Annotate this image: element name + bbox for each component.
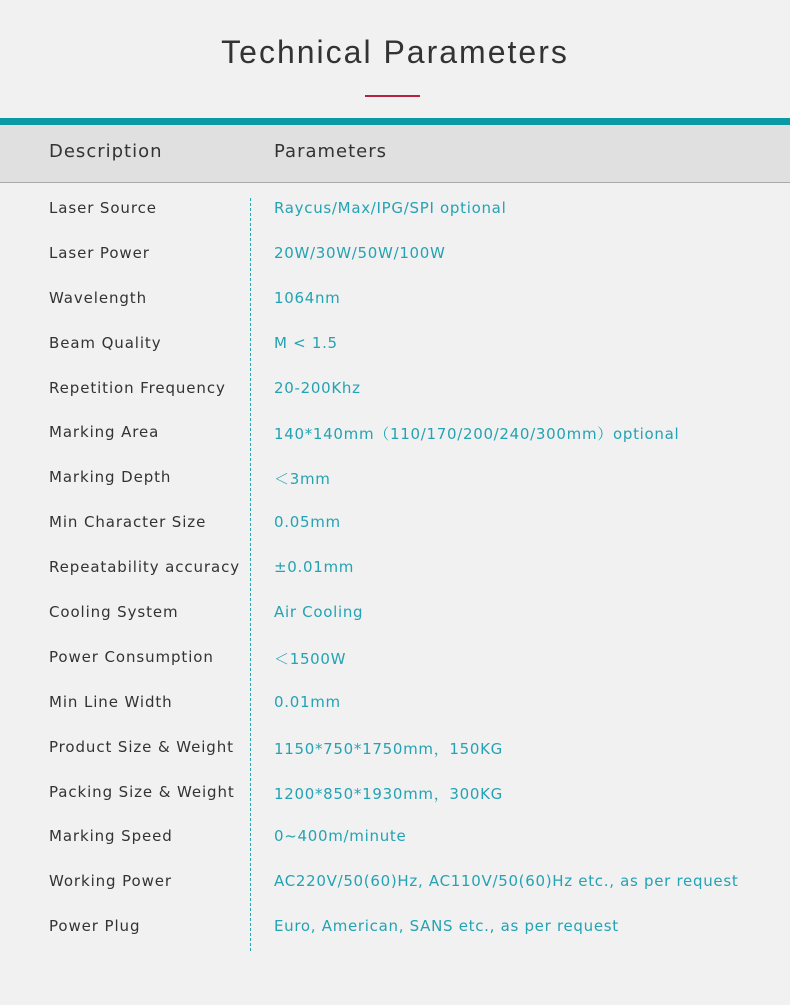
row-value: 1150*750*1750mm，150KG [274, 739, 503, 758]
row-label: Packing Size & Weight [49, 782, 235, 801]
table-row [0, 725, 790, 770]
table-row [0, 770, 790, 815]
row-value: 1064nm [274, 288, 341, 307]
row-label: Power Consumption [49, 647, 214, 666]
table-row [0, 231, 790, 276]
row-value: 1200*850*1930mm，300KG [274, 784, 503, 803]
row-value: ±0.01mm [274, 558, 355, 577]
row-value: Euro, American, SANS etc., as per request [274, 917, 619, 936]
table-body [0, 186, 790, 949]
table-row [0, 186, 790, 231]
table-row [0, 635, 790, 680]
table-row [0, 590, 790, 635]
row-value: 0.01mm [274, 692, 341, 711]
table-row [0, 366, 790, 411]
row-value: M < 1.5 [274, 333, 338, 352]
table-row [0, 859, 790, 904]
title-underline [365, 95, 420, 97]
table-row [0, 904, 790, 949]
table-row [0, 321, 790, 366]
row-label: Laser Power [49, 243, 150, 262]
row-label: Repetition Frequency [49, 378, 226, 397]
row-value: 140*140mm（110/170/200/240/300mm）optional [274, 425, 680, 444]
row-value: 20-200Khz [274, 378, 361, 397]
table-row [0, 545, 790, 590]
row-label: Laser Source [49, 199, 157, 217]
table-row [0, 500, 790, 545]
row-label: Wavelength [49, 288, 147, 307]
table-row [0, 276, 790, 321]
row-label: Min Line Width [49, 692, 173, 711]
row-value: 0.05mm [274, 513, 341, 532]
table-row [0, 410, 790, 455]
table-row [0, 814, 790, 859]
table-row [0, 680, 790, 725]
row-value: ＜1500W [274, 649, 347, 668]
row-label: Marking Depth [49, 468, 172, 487]
page-title: Technical Parameters [221, 34, 569, 70]
row-label: Marking Speed [49, 827, 173, 846]
row-label: Working Power [49, 872, 172, 891]
row-label: Beam Quality [49, 333, 162, 352]
row-label: Marking Area [49, 423, 160, 442]
header-parameters: Parameters [274, 141, 388, 162]
table-header [0, 125, 790, 183]
row-label: Cooling System [49, 603, 179, 622]
row-value: ＜3mm [274, 470, 331, 489]
row-value: Air Cooling [274, 603, 364, 622]
row-value: AC220V/50(60)Hz, AC110V/50(60)Hz etc., as per request [274, 872, 739, 891]
row-value: 20W/30W/50W/100W [274, 243, 446, 262]
row-label: Min Character Size [49, 513, 207, 532]
accent-bar [0, 118, 790, 125]
row-label: Repeatability accuracy [49, 558, 241, 577]
row-label: Product Size & Weight [49, 737, 234, 756]
table-row [0, 455, 790, 500]
row-label: Power Plug [49, 917, 141, 936]
row-value: Raycus/Max/IPG/SPI optional [274, 199, 507, 217]
header-description: Description [49, 141, 163, 162]
row-value: 0~400m/minute [274, 827, 407, 846]
